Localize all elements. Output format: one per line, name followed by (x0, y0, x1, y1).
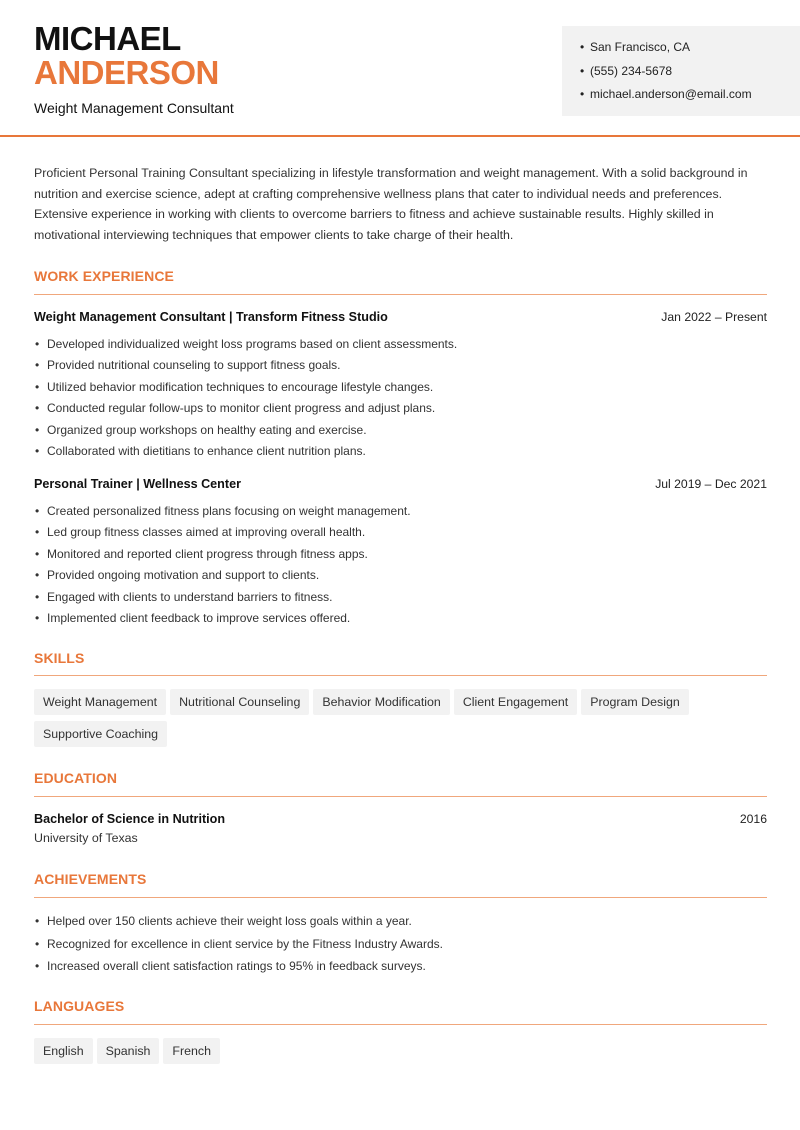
job-bullets (34, 503, 767, 631)
language-tags (34, 1038, 774, 1070)
skill-tag: Program Design (581, 689, 689, 715)
list-item: • Provided ongoing motivation and support to clients. (34, 567, 767, 588)
contact-email[interactable]: • michael.anderson@email.com (580, 85, 800, 109)
skill-tag: Supportive Coaching (34, 721, 167, 747)
section-divider (34, 796, 767, 797)
section-title-languages: LANGUAGES (34, 998, 125, 1014)
section-divider (34, 897, 767, 898)
section-title-education: EDUCATION (34, 770, 118, 786)
skill-tag: Client Engagement (454, 689, 577, 715)
first-name: MICHAEL (34, 20, 181, 57)
job-role: Personal Trainer | Wellness Center (34, 477, 241, 491)
job-header (34, 477, 767, 491)
language-tag: Spanish (97, 1038, 160, 1064)
skill-tag: Nutritional Counseling (170, 689, 309, 715)
contact-box (562, 26, 800, 116)
list-item: • Conducted regular follow-ups to monitor client progress and adjust plans. (34, 400, 767, 421)
achievement-bullets (34, 913, 767, 981)
list-item: • Developed individualized weight loss programs based on client assessments. (34, 336, 767, 357)
list-item: • Monitored and reported client progress through fitness apps. (34, 546, 767, 567)
list-item: • Implemented client feedback to improve services offered. (34, 610, 767, 631)
professional-summary: Proficient Personal Training Consultant specializing in lifestyle transformation and weight management. With a solid background in nutrition and exercise science, adept at crafting comprehensive wellness plans that cater to individual needs and preferences. Extensive experience in working with clients to overcome barriers to fitness and achieve sustainable results. Highly skilled in motivational interviewing techniques that empower clients to take charge of their health. (34, 166, 748, 243)
section-divider (34, 1024, 767, 1025)
list-item: • Provided nutritional counseling to support fitness goals. (34, 357, 767, 378)
education-school: University of Texas (34, 831, 138, 845)
list-item: • Created personalized fitness plans focusing on weight management. (34, 503, 767, 524)
job-role: Weight Management Consultant | Transform Fitness Studio (34, 310, 388, 324)
job-title: Weight Management Consultant (34, 100, 234, 116)
job-dates: Jul 2019 – Dec 2021 (655, 477, 767, 491)
skill-tag: Weight Management (34, 689, 166, 715)
section-title-achievements: ACHIEVEMENTS (34, 871, 147, 887)
list-item: • Increased overall client satisfaction ratings to 95% in feedback surveys. (34, 958, 767, 981)
list-item: • Helped over 150 clients achieve their weight loss goals within a year. (34, 913, 767, 936)
section-divider (34, 294, 767, 295)
section-title-skills: SKILLS (34, 650, 85, 666)
list-item: • Collaborated with dietitians to enhance client nutrition plans. (34, 443, 767, 464)
contact-location: • San Francisco, CA (580, 38, 800, 62)
list-item: • Recognized for excellence in client service by the Fitness Industry Awards. (34, 936, 767, 959)
section-title-work: WORK EXPERIENCE (34, 268, 174, 284)
list-item: • Led group fitness classes aimed at improving overall health. (34, 524, 767, 545)
last-name: ANDERSON (34, 54, 219, 91)
job-bullets (34, 336, 767, 464)
contact-phone: • (555) 234-5678 (580, 62, 800, 86)
skills-tags (34, 689, 774, 753)
resume-header (0, 0, 800, 137)
job-dates: Jan 2022 – Present (661, 310, 767, 324)
language-tag: English (34, 1038, 93, 1064)
skill-tag: Behavior Modification (313, 689, 449, 715)
list-item: • Utilized behavior modification techniques to encourage lifestyle changes. (34, 379, 767, 400)
section-divider (34, 675, 767, 676)
list-item: • Engaged with clients to understand barriers to fitness. (34, 589, 767, 610)
list-item: • Organized group workshops on healthy eating and exercise. (34, 422, 767, 443)
education-year: 2016 (739, 812, 767, 826)
education-degree: Bachelor of Science in Nutrition (34, 812, 226, 826)
language-tag: French (163, 1038, 220, 1064)
job-header (34, 310, 767, 324)
candidate-name (34, 22, 219, 90)
